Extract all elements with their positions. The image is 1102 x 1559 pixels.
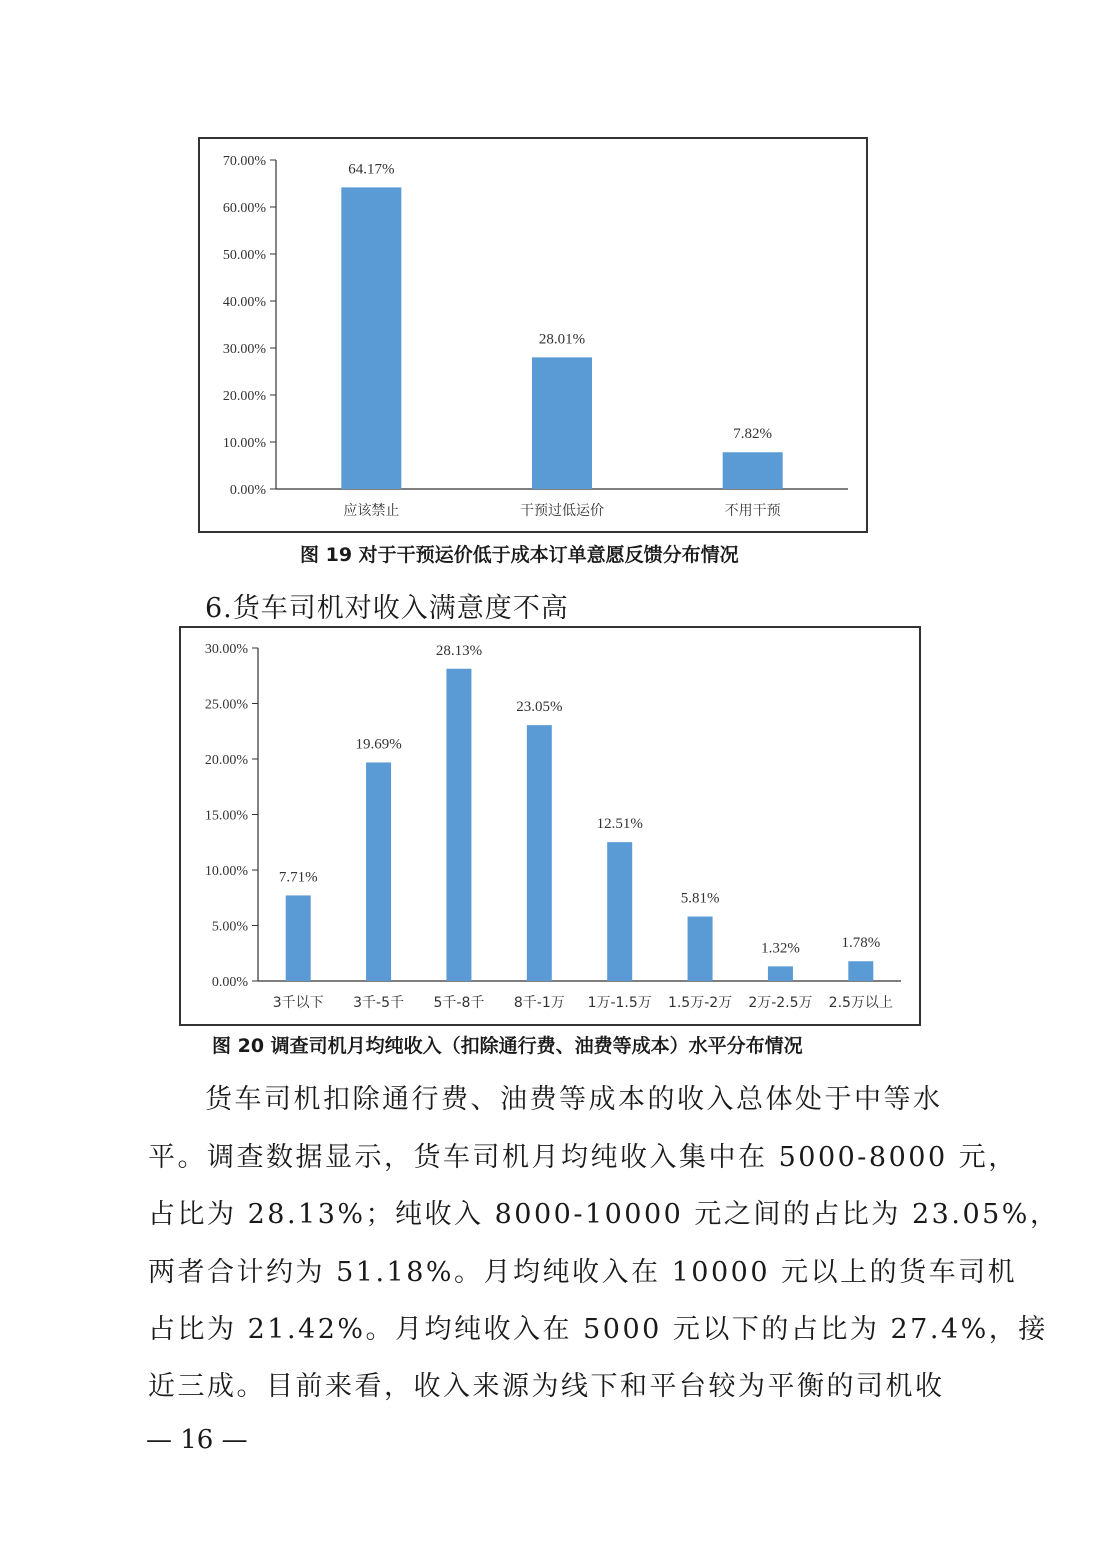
bar (848, 961, 873, 981)
y-tick-label: 5.00% (211, 919, 248, 935)
section-heading: 6.货车司机对收入满意度不高 (205, 593, 569, 624)
paragraph-line: 平。调查数据显示，货车司机月均纯收入集中在 5000-8000 元， (148, 1142, 1018, 1173)
data-label: 7.82% (733, 426, 773, 443)
bar (286, 895, 311, 981)
chart-20-svg (181, 628, 919, 1024)
category-label: 3千-5千 (353, 995, 404, 1011)
chart-figure-20 (179, 626, 921, 1026)
bar (607, 842, 632, 981)
y-tick-label: 50.00% (222, 248, 266, 263)
bar (723, 452, 783, 489)
category-label: 1.5万-2万 (667, 995, 733, 1011)
category-label: 3千以下 (272, 995, 324, 1011)
category-label: 2.5万以上 (828, 995, 893, 1011)
paragraph-line: 两者合计约为 51.18%。月均纯收入在 10000 元以上的货车司机 (148, 1257, 1018, 1288)
category-label: 干预过低运价 (520, 503, 604, 519)
category-label: 不用干预 (724, 503, 781, 519)
y-tick-label: 10.00% (204, 864, 248, 879)
data-label: 7.71% (278, 869, 318, 886)
paragraph-line: 近三成。目前来看，收入来源为线下和平台较为平衡的司机收 (148, 1371, 945, 1402)
data-label: 19.69% (355, 736, 402, 753)
bar (527, 725, 552, 981)
category-label: 8千-1万 (513, 995, 565, 1011)
bar (768, 966, 793, 981)
paragraph-line: 占比为 28.13%；纯收入 8000-10000 元之间的占比为 23.05%， (148, 1199, 1060, 1230)
bar (341, 187, 401, 489)
figure-19-caption: 图 19 对于干预运价低于成本订单意愿反馈分布情况 (300, 544, 739, 566)
y-tick-label: 70.00% (222, 154, 266, 169)
category-label: 应该禁止 (343, 503, 400, 519)
y-tick-label: 30.00% (204, 642, 248, 657)
data-label: 64.17% (348, 161, 395, 178)
y-tick-label: 25.00% (204, 697, 248, 713)
paragraph-line: 货车司机扣除通行费、油费等成本的收入总体处于中等水 (205, 1084, 943, 1115)
y-tick-label: 10.00% (222, 436, 266, 451)
data-label: 28.01% (538, 331, 586, 348)
y-tick-label: 30.00% (222, 342, 266, 357)
data-label: 23.05% (516, 699, 563, 716)
chart-figure-19 (198, 137, 868, 533)
y-tick-label: 20.00% (222, 389, 266, 404)
paragraph-line: 占比为 21.42%。月均纯收入在 5000 元以下的占比为 27.4%，接 (148, 1314, 1048, 1345)
data-label: 12.51% (596, 816, 643, 833)
y-tick-label: 60.00% (222, 201, 266, 216)
y-tick-label: 40.00% (222, 295, 266, 310)
bar (446, 669, 471, 981)
y-tick-label: 0.00% (229, 483, 266, 498)
bar (688, 917, 713, 981)
category-label: 2万-2.5万 (748, 995, 813, 1011)
y-tick-label: 0.00% (211, 975, 248, 990)
category-label: 1万-1.5万 (587, 995, 652, 1011)
data-label: 5.81% (680, 890, 720, 907)
data-label: 1.78% (841, 935, 881, 952)
y-tick-label: 20.00% (204, 753, 248, 768)
data-label: 28.13% (435, 642, 483, 659)
chart-19-svg (200, 139, 866, 531)
data-label: 1.32% (761, 940, 800, 957)
category-label: 5千-8千 (433, 995, 485, 1011)
bar (366, 762, 391, 981)
figure-20-caption: 图 20 调查司机月均纯收入（扣除通行费、油费等成本）水平分布情况 (212, 1035, 803, 1057)
page-number: — 16 — (146, 1425, 248, 1455)
bar (532, 357, 592, 489)
y-tick-label: 15.00% (204, 808, 248, 824)
